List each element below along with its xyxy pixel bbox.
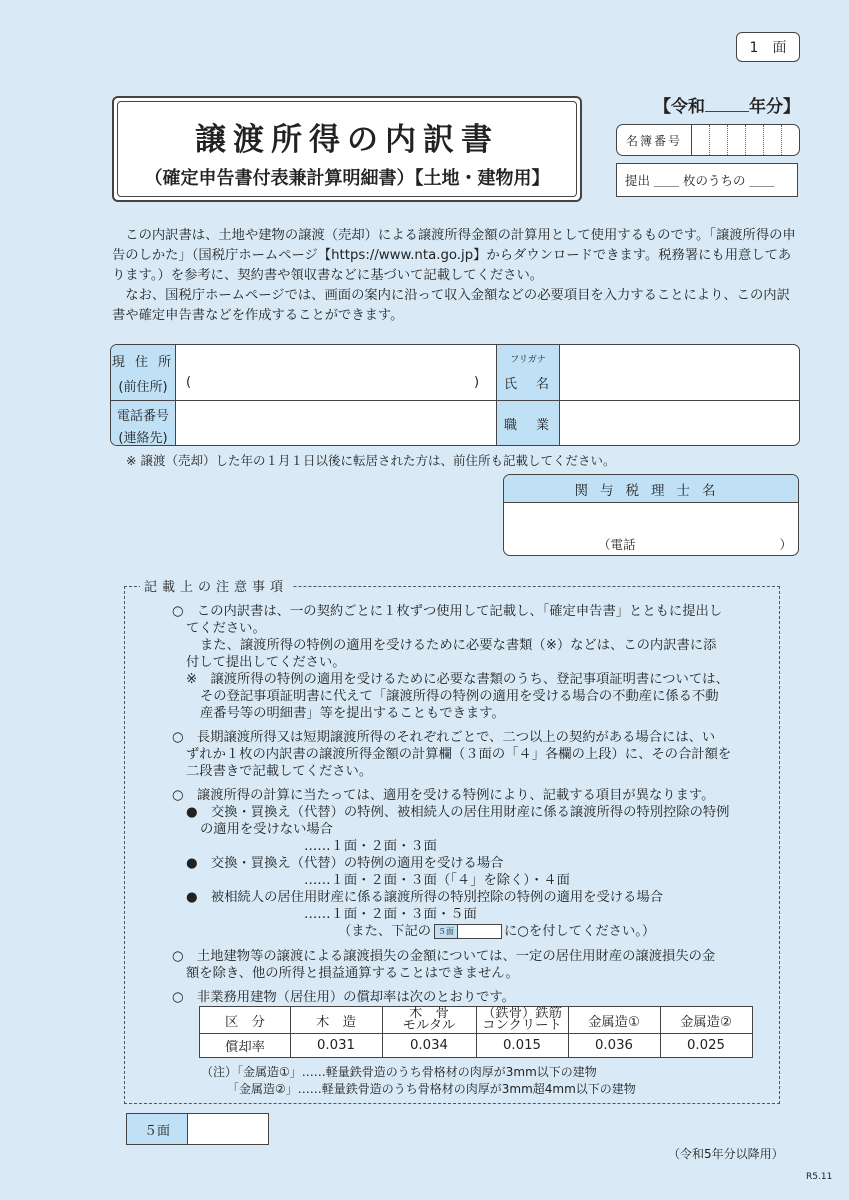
note-line: また、譲渡所得の特例の適用を受けるために必要な書類（※）などは、この内訳書に添 <box>200 638 717 653</box>
depreciation-rate-table <box>199 1006 753 1058</box>
job-label: 職 業 <box>496 401 560 445</box>
rate-value: 0.034 <box>409 1038 449 1053</box>
note-line: ※ 譲渡所得の特例の適用を受けるために必要な書類のうち、登記事項証明書については、 <box>186 672 729 687</box>
year-suffix: 年分】 <box>749 97 800 117</box>
tax-accountant-header: 関与税理士名 <box>504 475 798 503</box>
intro-paragraph: この内訳書は、土地や建物の譲渡（売却）による譲渡所得金額の計算用として使用するものです。「譲渡所得の申告のしかた」（国税庁ホームページ【https://www.nta.go.jp】からダウンロードできます。税務署にも用意してあります。）を参考に、契約書や領収書などに基づいて記載してください。 <box>112 228 796 283</box>
phone-label: 電話番号 (連絡先) <box>111 401 176 445</box>
address-input[interactable]: ( ) <box>176 345 496 401</box>
note-line: ずれか１枚の内訳書の譲渡所得金額の計算欄（３面の「４」各欄の上段）に、その合計額を <box>186 747 732 762</box>
rate-header-mortar: 木 骨 モルタル <box>402 1006 456 1033</box>
note-line: ● 交換・買換え（代替）の特例、被相続人の居住用財産に係る譲渡所得の特別控除の特例 <box>186 805 730 820</box>
rate-value: 0.025 <box>686 1038 726 1053</box>
rate-value: 0.031 <box>316 1038 356 1053</box>
personal-info-table <box>110 344 800 446</box>
tax-accountant-box[interactable] <box>503 474 799 556</box>
year-input[interactable] <box>705 97 749 112</box>
note-line: ……１面・２面・３面・５面 <box>304 907 477 922</box>
rate-value: 0.036 <box>594 1038 634 1053</box>
applicable-year: （令和5年分以降用） <box>668 1147 784 1161</box>
note-line: ○ 非業務用建物（居住用）の償却率は次のとおりです。 <box>172 990 515 1005</box>
intro-paragraph: なお、国税庁ホームページでは、画面の案内に沿って収入金額などの必要項目を入力することにより、この内訳書や確定申告書などを作成することができます。 <box>112 288 790 323</box>
rate-header-category: 区 分 <box>225 1014 265 1030</box>
meibo-number <box>616 124 800 156</box>
name-input[interactable] <box>559 345 799 401</box>
note-line: ● 交換・買換え（代替）の特例の適用を受ける場合 <box>186 856 504 871</box>
note-line: ○ 土地建物等の譲渡による譲渡損失の金額については、一定の居住用財産の譲渡損失の金 <box>172 949 716 964</box>
note-line: に○を付してください。） <box>504 924 656 939</box>
note-line: 産番号等の明細書」等を提出することもできます。 <box>200 706 505 721</box>
intro-text <box>112 226 802 326</box>
note-line: 二段書きで記載してください。 <box>186 764 373 779</box>
meibo-label: 名簿番号 <box>617 125 692 155</box>
year-prefix: 【令和 <box>654 97 705 117</box>
note-line: 付して提出してください。 <box>186 655 346 670</box>
note-line: その登記事項証明書に代えて「譲渡所得の特例の適用を受ける場合の不動産に係る不動 <box>200 689 719 704</box>
page-title: 譲渡所得の内訳書 <box>195 122 499 158</box>
note-line: ○ 長期譲渡所得又は短期譲渡所得のそれぞれごとで、二つ以上の契約がある場合には、い <box>172 730 716 745</box>
address-note: ※ 譲渡（売却）した年の１月１日以後に転居された方は、前住所も記載してください。 <box>126 453 616 468</box>
meibo-cells[interactable] <box>692 125 799 155</box>
form-code: R5.11 <box>806 1172 833 1182</box>
phone-input[interactable] <box>176 401 496 445</box>
footnote: 「金属造②」……軽量鉄骨造のうち骨格材の肉厚が3mm超4mm以下の建物 <box>227 1082 636 1096</box>
rate-header-wood: 木 造 <box>316 1014 356 1030</box>
note-line: 額を除き、他の所得と損益通算することはできません。 <box>186 966 519 981</box>
page-number: 1 面 <box>736 32 800 62</box>
rate-header-concrete: （鉄骨）鉄筋 コンクリート <box>482 1006 562 1033</box>
year-field <box>654 92 800 117</box>
title-box <box>112 96 582 202</box>
tax-accountant-phone: （電話 <box>598 537 636 552</box>
note-line: ……１面・２面・３面 <box>304 839 437 854</box>
note-line: ● 被相続人の居住用財産に係る譲渡所得の特別控除の特例の適用を受ける場合 <box>186 890 663 905</box>
note-line: （また、下記の <box>338 924 432 939</box>
job-input[interactable] <box>559 401 799 445</box>
five-men-box[interactable] <box>126 1113 269 1145</box>
tax-accountant-phone-close: ） <box>779 537 792 552</box>
address-label: 現 住 所 (前住所) <box>111 345 176 401</box>
note-line: の適用を受けない場合 <box>200 822 333 837</box>
note-line: ○ この内訳書は、一の契約ごとに１枚ずつ使用して記載し、「確定申告書」とともに提出し <box>172 604 723 619</box>
footnote: （注）「金属造①」……軽量鉄骨造のうち骨格材の肉厚が3mm以下の建物 <box>201 1065 597 1079</box>
note-line: てください。 <box>186 621 266 636</box>
submission-count[interactable]: 提出 ＿＿ 枚のうちの ＿＿ <box>616 163 798 197</box>
five-men-mini-label: ５面 <box>435 925 458 938</box>
notes-title: 記載上の注意事項 <box>140 576 292 595</box>
rate-value: 0.015 <box>502 1038 542 1053</box>
page-subtitle: （確定申告書付表兼計算明細書）【土地・建物用】 <box>144 168 550 189</box>
rate-header-metal1: 金属造① <box>588 1014 640 1030</box>
rate-header-metal2: 金属造② <box>680 1014 732 1030</box>
name-label: フリガナ 氏 名 <box>496 345 560 401</box>
rate-row-label: 償却率 <box>225 1040 265 1055</box>
five-men-label: ５面 <box>127 1114 188 1144</box>
note-line: ○ 譲渡所得の計算に当たっては、適用を受ける特例により、記載する項目が異なります。 <box>172 788 715 803</box>
note-line: ……１面・２面・３面（「４」を除く）・４面 <box>304 873 570 888</box>
five-men-mini-box <box>434 921 502 940</box>
